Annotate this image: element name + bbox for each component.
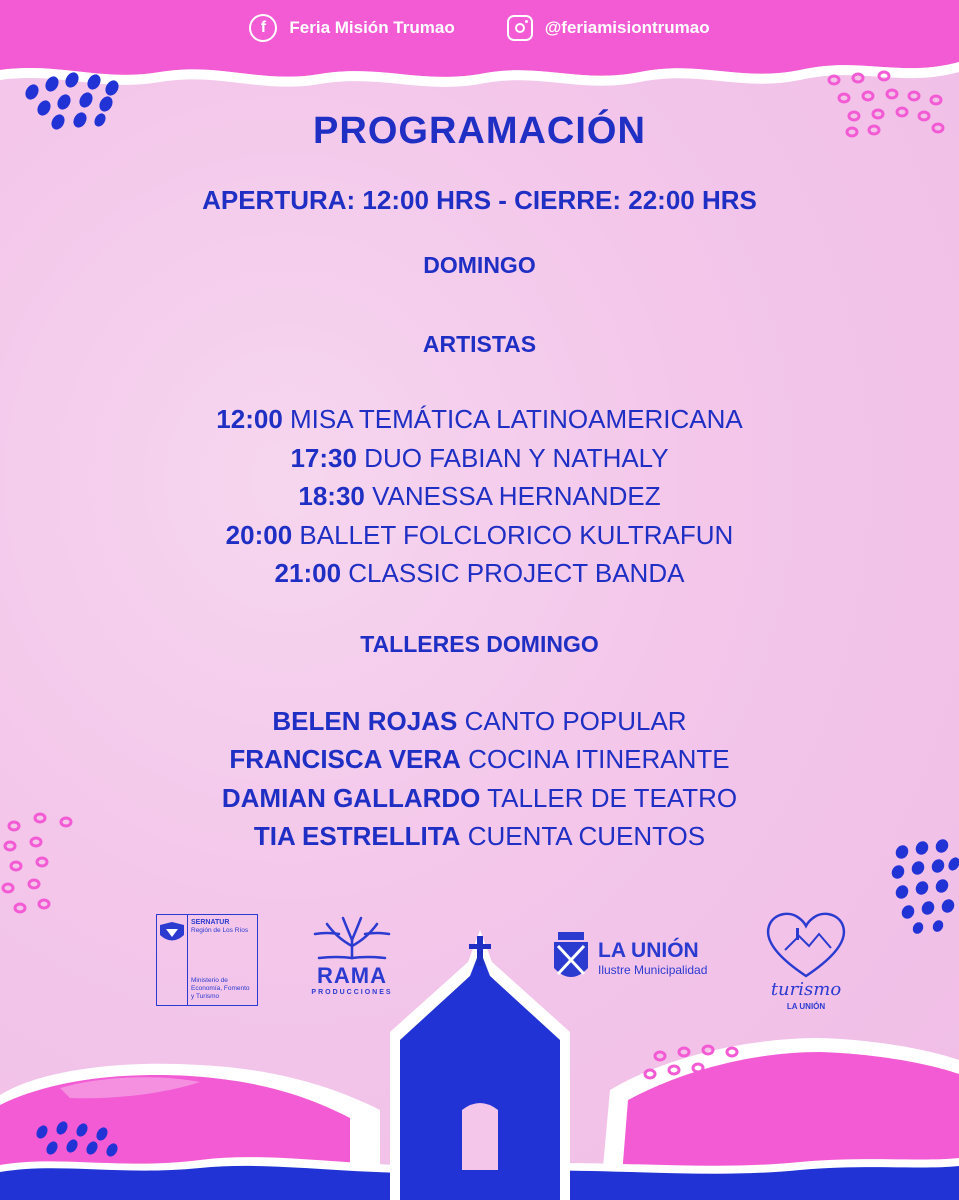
workshop-person: BELEN ROJAS bbox=[272, 705, 458, 736]
list-item bbox=[0, 779, 959, 818]
social-header bbox=[0, 0, 959, 56]
turismo-org: LA UNIÓN bbox=[786, 1002, 826, 1011]
rama-name: RAMA bbox=[317, 963, 387, 988]
municipal-shield-icon bbox=[552, 930, 590, 986]
la-union-name: LA UNIÓN bbox=[598, 939, 699, 962]
workshop-activity: COCINA ITINERANTE bbox=[468, 744, 730, 774]
sernatur-name: SERNATUR bbox=[191, 919, 230, 926]
list-item bbox=[0, 817, 959, 856]
program-content bbox=[0, 110, 959, 856]
artists-list bbox=[0, 400, 959, 593]
artist-name: VANESSA HERNANDEZ bbox=[372, 481, 661, 511]
turismo-logo bbox=[758, 908, 854, 1011]
rama-logo bbox=[302, 916, 402, 996]
sernatur-region: Región de Los Ríos bbox=[191, 927, 249, 934]
rama-sub: PRODUCCIONES bbox=[311, 989, 393, 996]
workshop-activity: CANTO POPULAR bbox=[464, 705, 687, 736]
artist-time: 18:30 bbox=[298, 481, 365, 511]
sernatur-logo bbox=[156, 914, 258, 1006]
artist-time: 12:00 bbox=[216, 404, 283, 434]
artist-name: BALLET FOLCLORICO KULTRAFUN bbox=[299, 519, 734, 550]
artists-heading: ARTISTAS bbox=[422, 331, 537, 357]
page-title: PROGRAMACIÓN bbox=[313, 110, 646, 152]
list-item bbox=[0, 400, 959, 439]
workshop-activity: CUENTA CUENTOS bbox=[467, 821, 706, 851]
list-item bbox=[0, 740, 959, 779]
artist-name: CLASSIC PROJECT BANDA bbox=[348, 558, 685, 588]
instagram-link[interactable] bbox=[507, 15, 710, 41]
opening-hours: APERTURA: 12:00 HRS - CIERRE: 22:00 HRS bbox=[202, 185, 757, 215]
workshop-person: DAMIAN GALLARDO bbox=[221, 782, 481, 813]
list-item bbox=[0, 516, 959, 555]
heart-icon bbox=[763, 908, 849, 980]
list-item bbox=[0, 702, 959, 741]
list-item bbox=[0, 477, 959, 516]
artist-time: 20:00 bbox=[225, 519, 293, 550]
workshop-person: TIA ESTRELLITA bbox=[253, 821, 461, 851]
artist-name: MISA TEMÁTICA LATINOAMERICANA bbox=[290, 404, 743, 434]
workshop-activity: TALLER DE TEATRO bbox=[487, 782, 738, 813]
artist-time: 21:00 bbox=[274, 558, 342, 588]
instagram-handle: @feriamisiontrumao bbox=[544, 18, 710, 37]
workshops-list bbox=[0, 702, 959, 856]
facebook-link[interactable] bbox=[249, 14, 454, 42]
facebook-handle: Feria Misión Trumao bbox=[289, 18, 455, 37]
sponsor-logos bbox=[0, 900, 959, 1040]
artist-name: DUO FABIAN Y NATHALY bbox=[364, 442, 669, 473]
facebook-icon: f bbox=[249, 14, 277, 42]
tree-roots-icon bbox=[307, 916, 397, 960]
workshops-heading: TALLERES DOMINGO bbox=[360, 630, 599, 657]
day-label: DOMINGO bbox=[423, 252, 536, 278]
turismo-word: turismo bbox=[770, 979, 842, 1000]
artist-time: 17:30 bbox=[290, 442, 357, 473]
list-item bbox=[0, 439, 959, 478]
instagram-icon bbox=[507, 15, 533, 41]
la-union-sub: Ilustre Municipalidad bbox=[598, 963, 708, 977]
workshop-person: FRANCISCA VERA bbox=[229, 744, 461, 774]
list-item bbox=[0, 554, 959, 593]
chile-crest-icon bbox=[157, 915, 188, 1005]
la-union-logo bbox=[552, 930, 707, 986]
sernatur-ministry: Ministerio de Economía, Fomento y Turismo bbox=[191, 977, 250, 1000]
